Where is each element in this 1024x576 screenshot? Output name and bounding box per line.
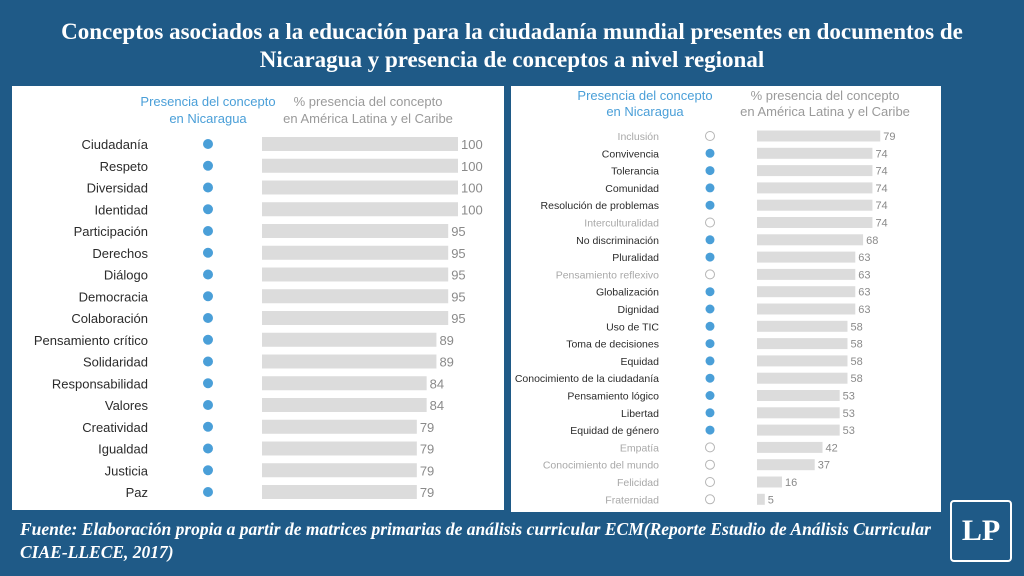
category-label: Ciudadanía — [81, 137, 148, 152]
present-dot — [706, 374, 715, 383]
bar — [757, 200, 872, 211]
category-label: Paz — [125, 485, 148, 500]
present-dot — [706, 287, 715, 296]
value-label: 95 — [451, 224, 466, 239]
present-dot — [706, 322, 715, 331]
category-label: Diversidad — [86, 180, 148, 196]
value-label: 63 — [858, 252, 871, 265]
value-label: 53 — [842, 407, 855, 420]
bar — [757, 494, 765, 505]
value-label: 63 — [858, 269, 871, 282]
category-label: Pensamiento reflexivo — [555, 269, 659, 282]
legend-nicaragua-line1: Presencia del concepto — [577, 88, 713, 103]
value-label: 58 — [850, 373, 863, 386]
bar — [757, 131, 880, 142]
present-dot — [706, 149, 715, 158]
bar — [757, 165, 872, 176]
legend-nicaragua-line2: en Nicaragua — [606, 104, 684, 119]
absent-dot — [706, 443, 715, 452]
category-label: Equidad de género — [570, 425, 659, 438]
value-label: 53 — [842, 425, 855, 438]
bar — [262, 355, 436, 369]
value-label: 95 — [451, 245, 466, 261]
present-dot — [706, 305, 715, 314]
category-label: Comunidad — [605, 182, 659, 195]
present-dot — [706, 391, 715, 400]
present-dot — [203, 204, 213, 214]
absent-dot — [706, 132, 715, 141]
value-label: 79 — [883, 131, 896, 143]
category-label: No discriminación — [576, 234, 659, 247]
absent-dot — [706, 495, 715, 504]
category-label: Dignidad — [617, 304, 659, 316]
category-label: Responsabilidad — [51, 376, 148, 392]
category-label: Creatividad — [82, 419, 148, 435]
value-label: 89 — [439, 354, 454, 370]
bar — [262, 137, 458, 151]
category-label: Derechos — [92, 245, 148, 261]
bar — [757, 442, 823, 453]
bar — [757, 425, 840, 436]
left-bar-chart — [12, 86, 504, 510]
legend-percent-line1: % presencia del concepto — [293, 94, 443, 109]
value-label: 74 — [875, 165, 888, 178]
bar — [757, 304, 855, 315]
present-dot — [203, 465, 213, 475]
category-label: Pluralidad — [612, 252, 659, 265]
chart-title: Conceptos asociados a la educación para la ciudadanía mundial presentes en documentos de Nicaragua y presencia de conceptos a nivel regional — [61, 19, 963, 72]
bar — [262, 289, 448, 303]
present-dot — [203, 291, 213, 301]
present-dot — [203, 226, 213, 236]
category-label: Resolución de problemas — [540, 200, 659, 213]
bar — [757, 477, 782, 488]
category-label: Interculturalidad — [584, 217, 659, 230]
right-bar-chart — [511, 86, 941, 512]
bar — [757, 407, 840, 418]
present-dot — [706, 408, 715, 417]
category-label: Diálogo — [103, 267, 148, 283]
bar — [757, 321, 847, 332]
bar — [262, 398, 427, 412]
present-dot — [203, 313, 213, 323]
absent-dot — [706, 460, 715, 469]
bar — [757, 355, 847, 366]
category-label: Conocimiento del mundo — [542, 459, 659, 472]
value-label: 100 — [461, 180, 483, 196]
present-dot — [706, 339, 715, 348]
value-label: 100 — [461, 137, 483, 152]
bar — [262, 463, 417, 477]
bar — [262, 420, 417, 434]
present-dot — [203, 161, 213, 171]
bar — [757, 338, 847, 349]
present-dot — [706, 235, 715, 244]
lp-logo: LP — [950, 500, 1012, 562]
bar — [262, 311, 448, 325]
bar — [757, 217, 872, 228]
bar — [757, 269, 855, 280]
present-dot — [706, 356, 715, 365]
value-label: 74 — [875, 200, 888, 213]
value-label: 63 — [858, 304, 871, 316]
bar — [262, 202, 458, 216]
value-label: 74 — [875, 217, 888, 230]
legend-percent-line2: en América Latina y el Caribe — [283, 111, 453, 126]
present-dot — [706, 166, 715, 175]
bar — [262, 442, 417, 456]
value-label: 74 — [875, 182, 888, 195]
present-dot — [203, 248, 213, 258]
present-dot — [203, 487, 213, 497]
category-label: Convivencia — [601, 148, 659, 161]
legend-percent-line1: % presencia del concepto — [750, 88, 900, 103]
category-label: Toma de decisiones — [566, 338, 659, 351]
present-dot — [203, 444, 213, 454]
left-chart-panel — [12, 86, 504, 510]
present-dot — [706, 201, 715, 210]
category-label: Pensamiento crítico — [33, 332, 148, 348]
category-label: Colaboración — [71, 311, 148, 326]
right-chart-panel — [511, 86, 941, 512]
category-label: Tolerancia — [611, 165, 659, 178]
present-dot — [203, 335, 213, 345]
bar — [757, 148, 872, 159]
category-label: Conocimiento de la ciudadanía — [514, 373, 659, 386]
category-label: Fraternidad — [605, 494, 659, 507]
bar — [757, 373, 847, 384]
value-label: 53 — [842, 390, 855, 403]
category-label: Solidaridad — [82, 354, 148, 370]
bar — [757, 286, 855, 297]
bar — [757, 252, 855, 263]
source-note: Fuente: Elaboración propia a partir de matrices primarias de análisis curricular ECM(Reporte Estudio de Análisis Curricular CIAE-LLECE, 2017) — [20, 519, 931, 562]
category-label: Libertad — [621, 407, 659, 420]
legend-nicaragua-line2: en Nicaragua — [169, 111, 247, 126]
value-label: 16 — [784, 477, 798, 489]
value-label: 63 — [858, 286, 871, 299]
category-label: Pensamiento lógico — [567, 390, 659, 403]
present-dot — [203, 270, 213, 280]
category-label: Participación — [73, 224, 148, 239]
value-label: 100 — [461, 158, 483, 174]
value-label: 79 — [419, 463, 435, 479]
category-label: Democracia — [78, 289, 148, 305]
value-label: 100 — [461, 202, 483, 218]
bar — [262, 159, 458, 173]
present-dot — [203, 378, 213, 388]
value-label: 95 — [451, 289, 466, 305]
bar — [262, 376, 427, 390]
bar — [262, 333, 436, 347]
bar — [262, 246, 448, 260]
absent-dot — [706, 478, 715, 487]
category-label: Igualdad — [98, 441, 148, 457]
value-label: 58 — [850, 338, 863, 351]
present-dot — [203, 422, 213, 432]
category-label: Uso de TIC — [606, 321, 659, 334]
present-dot — [706, 183, 715, 192]
value-label: 95 — [451, 267, 466, 283]
bar — [757, 234, 863, 245]
value-label: 79 — [419, 441, 435, 457]
value-label: 79 — [419, 485, 435, 500]
value-label: 79 — [419, 419, 435, 435]
value-label: 95 — [451, 311, 466, 326]
present-dot — [706, 253, 715, 262]
value-label: 58 — [850, 321, 863, 334]
category-label: Equidad — [620, 355, 659, 368]
value-label: 42 — [825, 442, 838, 455]
present-dot — [203, 357, 213, 367]
bar — [262, 268, 448, 282]
value-label: 68 — [866, 234, 879, 247]
category-label: Globalización — [595, 286, 659, 299]
category-label: Felicidad — [616, 477, 659, 489]
legend-nicaragua-line1: Presencia del concepto — [140, 94, 276, 109]
value-label: 58 — [850, 355, 863, 368]
category-label: Identidad — [94, 202, 148, 218]
present-dot — [203, 400, 213, 410]
absent-dot — [706, 218, 715, 227]
bar — [262, 224, 448, 238]
category-label: Justicia — [104, 463, 148, 479]
legend-percent-line2: en América Latina y el Caribe — [740, 104, 910, 119]
category-label: Inclusión — [617, 131, 659, 143]
present-dot — [706, 426, 715, 435]
present-dot — [203, 183, 213, 193]
value-label: 37 — [817, 459, 830, 472]
bar — [262, 181, 458, 195]
value-label: 5 — [767, 494, 774, 507]
value-label: 74 — [875, 148, 888, 161]
bar — [262, 485, 417, 499]
value-label: 84 — [429, 376, 445, 392]
absent-dot — [706, 270, 715, 279]
present-dot — [203, 139, 213, 149]
value-label: 84 — [429, 398, 445, 413]
category-label: Empatía — [619, 442, 659, 455]
category-label: Respeto — [99, 158, 148, 174]
category-label: Valores — [104, 398, 148, 413]
value-label: 89 — [439, 332, 454, 348]
bar — [757, 459, 815, 470]
bar — [757, 390, 840, 401]
bar — [757, 182, 872, 193]
